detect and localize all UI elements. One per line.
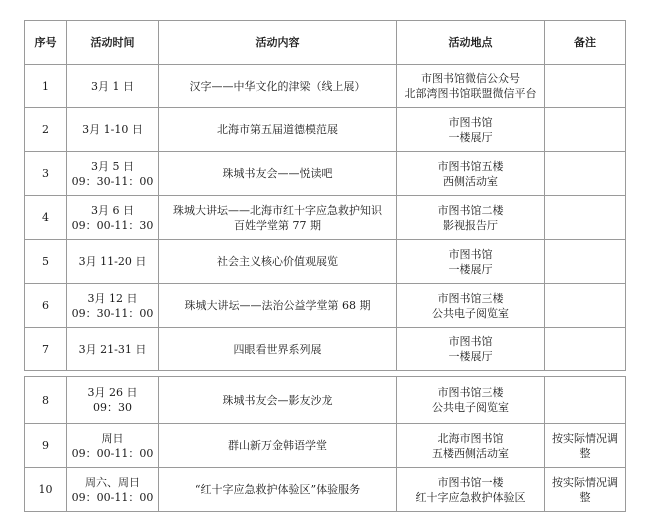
row-no: 7 [25,328,67,371]
row-place: 市图书馆二楼 影视报告厅 [397,196,545,240]
row-place: 市图书馆微信公众号 北部湾图书馆联盟微信平台 [397,65,545,108]
header-content: 活动内容 [159,21,397,65]
activity-table [24,20,626,371]
table-row [25,108,626,152]
row-content: “红十字应急救护体验区”体验服务 [159,468,397,512]
row-note [545,152,626,196]
row-note: 按实际情况调整 [545,424,626,468]
row-note [545,196,626,240]
table-row [25,284,626,328]
row-content: 珠城书友会—影友沙龙 [159,377,397,424]
activity-table-continued [24,376,626,512]
row-place: 市图书馆一楼 红十字应急救护体验区 [397,468,545,512]
table-header-row [25,21,626,65]
row-time: 3月 11-20 日 [67,240,159,284]
row-content: 珠城大讲坛——法治公益学堂第 68 期 [159,284,397,328]
row-place: 市图书馆五楼 西侧活动室 [397,152,545,196]
row-no: 2 [25,108,67,152]
table-row [25,196,626,240]
header-place: 活动地点 [397,21,545,65]
row-place: 市图书馆三楼 公共电子阅览室 [397,284,545,328]
row-no: 6 [25,284,67,328]
row-place: 市图书馆 一楼展厅 [397,240,545,284]
row-content: 社会主义核心价值观展览 [159,240,397,284]
row-place: 北海市图书馆 五楼西侧活动室 [397,424,545,468]
table-row [25,328,626,371]
row-content: 四眼看世界系列展 [159,328,397,371]
row-time: 3月 1 日 [67,65,159,108]
row-content: 珠城大讲坛——北海市红十字应急救护知识 百姓学堂第 77 期 [159,196,397,240]
table-row [25,152,626,196]
row-time: 3月 12 日 09：30-11：00 [67,284,159,328]
row-time: 3月 6 日 09：00-11：30 [67,196,159,240]
row-no: 9 [25,424,67,468]
row-place: 市图书馆三楼 公共电子阅览室 [397,377,545,424]
row-note [545,240,626,284]
row-content: 汉字——中华文化的津梁（线上展） [159,65,397,108]
row-no: 3 [25,152,67,196]
row-content: 珠城书友会——悦读吧 [159,152,397,196]
table-row [25,377,626,424]
header-note: 备注 [545,21,626,65]
table-row [25,240,626,284]
row-place: 市图书馆 一楼展厅 [397,328,545,371]
row-note [545,328,626,371]
row-time: 3月 5 日 09：30-11：00 [67,152,159,196]
row-no: 4 [25,196,67,240]
row-time: 周六、周日 09：00-11：00 [67,468,159,512]
row-note [545,65,626,108]
row-content: 北海市第五届道德模范展 [159,108,397,152]
header-no: 序号 [25,21,67,65]
row-time: 3月 26 日 09：30 [67,377,159,424]
row-note [545,377,626,424]
row-no: 1 [25,65,67,108]
row-place: 市图书馆 一楼展厅 [397,108,545,152]
row-no: 8 [25,377,67,424]
row-time: 周日 09：00-11：00 [67,424,159,468]
row-note [545,108,626,152]
row-no: 10 [25,468,67,512]
row-time: 3月 1-10 日 [67,108,159,152]
row-note [545,284,626,328]
row-no: 5 [25,240,67,284]
table-row [25,424,626,468]
row-content: 群山新万金韩语学堂 [159,424,397,468]
row-time: 3月 21-31 日 [67,328,159,371]
row-note: 按实际情况调整 [545,468,626,512]
table-row [25,468,626,512]
table-row [25,65,626,108]
header-time: 活动时间 [67,21,159,65]
